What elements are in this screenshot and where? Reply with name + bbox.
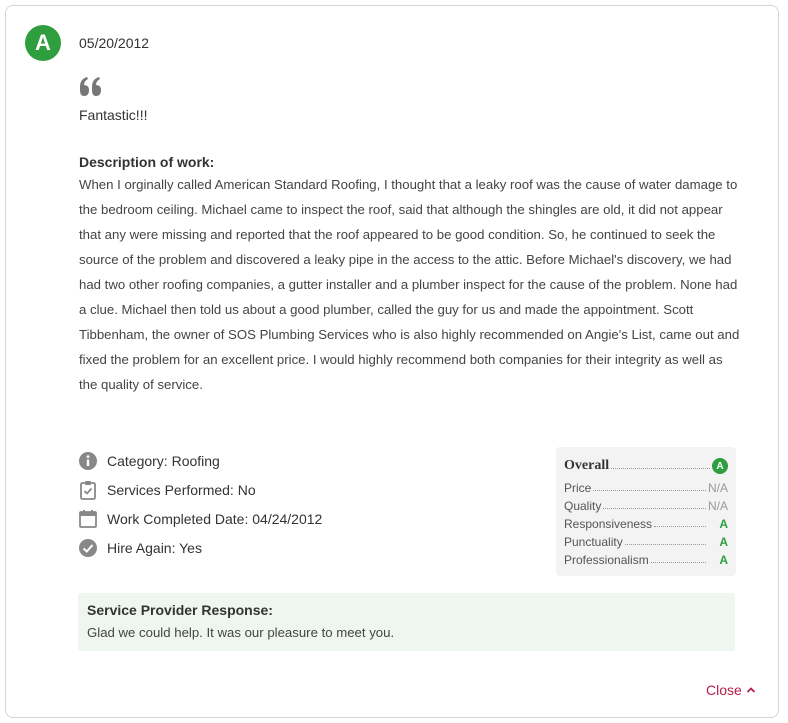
dotted-leader	[654, 518, 706, 527]
grade-label: Price	[564, 481, 592, 495]
dotted-leader	[625, 536, 706, 545]
description-body: When I orginally called American Standard Roofing, I thought that a leaky roof was the cause of water damage to the bedroom ceiling. Michael came to inspect the roof, said that although the shingles are old, it did not appear that any were missing and reported that the roof appeared to be good condition. So, he continued to seek the source of the problem and discovered a leaky pipe in the access to the attic. Before Michael's discovery, we had had two other roofing companies, a gutter installer and a plumber inspect for the cause of the problem. None had a clue. Michael then told us about a good plumber, called the guy for us and made the appointment. Scott Tibbenham, the owner of SOS Plumbing Services who is also highly recommended on Angie's List, came out and fixed the problem for an excellent price. I would highly recommend both companies for their integrity as well as the quality of service.	[79, 177, 740, 392]
grade-value: A	[719, 553, 728, 567]
check-circle-icon	[78, 538, 98, 558]
detail-completed-date	[78, 508, 322, 530]
grade-row-price	[564, 479, 728, 497]
review-headline: Fantastic!!!	[79, 107, 148, 123]
dotted-leader	[611, 460, 710, 469]
detail-completed-date-text: Work Completed Date: 04/24/2012	[107, 511, 323, 527]
grade-overall-label: Overall	[564, 458, 610, 473]
detail-hire-again	[78, 537, 202, 559]
grade-row-punctuality	[564, 533, 728, 551]
dotted-leader	[651, 554, 706, 563]
description-title: Description of work:	[79, 154, 215, 170]
grade-label: Responsiveness	[564, 517, 653, 531]
grade-value: N/A	[708, 481, 729, 495]
detail-services-text: Services Performed: No	[107, 482, 256, 498]
chevron-up-icon	[746, 686, 756, 694]
review-date: 05/20/2012	[79, 35, 150, 51]
calendar-icon	[78, 509, 98, 529]
info-icon	[78, 451, 98, 471]
provider-response-title: Service Provider Response:	[87, 602, 273, 618]
grade-row-professionalism	[564, 551, 728, 569]
provider-response	[78, 593, 735, 651]
grade-overall-badge: A	[712, 458, 728, 474]
close-link[interactable]	[706, 682, 756, 698]
grade-value: A	[719, 535, 728, 549]
grade-row-quality	[564, 497, 728, 515]
close-label: Close	[706, 682, 742, 698]
grade-avatar: A	[25, 25, 61, 61]
dotted-leader	[593, 482, 706, 491]
grade-value: A	[719, 517, 728, 531]
quote-icon	[78, 76, 104, 98]
grade-value: N/A	[708, 499, 729, 513]
grade-row-responsiveness	[564, 515, 728, 533]
review-card	[5, 5, 779, 718]
provider-response-body: Glad we could help. It was our pleasure to meet you.	[87, 625, 395, 640]
detail-services	[78, 479, 256, 501]
clipboard-check-icon	[78, 480, 98, 500]
grades-panel	[556, 447, 736, 576]
detail-hire-again-text: Hire Again: Yes	[107, 540, 202, 556]
grade-label: Punctuality	[564, 535, 623, 549]
detail-category-text: Category: Roofing	[107, 453, 220, 469]
detail-category	[78, 450, 220, 472]
dotted-leader	[603, 500, 706, 509]
grade-row-overall	[564, 455, 728, 477]
grade-label: Professionalism	[564, 553, 649, 567]
grade-label: Quality	[564, 499, 602, 513]
